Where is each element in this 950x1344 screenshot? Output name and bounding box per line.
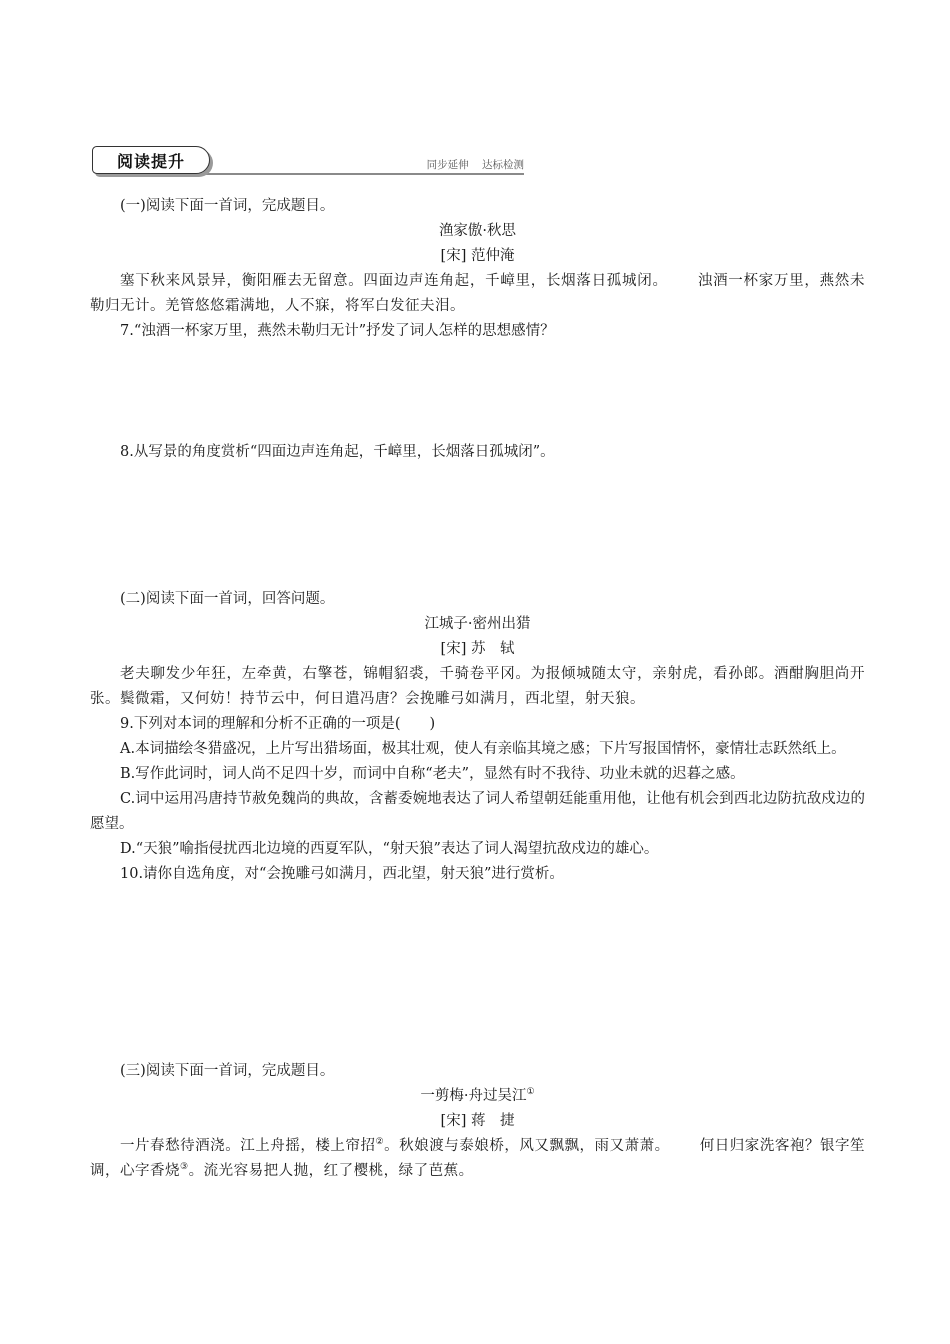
section-header	[92, 146, 524, 178]
answer-space-7	[90, 344, 865, 440]
footnote-marker-3: ③	[180, 1162, 189, 1173]
section3-poem-text	[90, 1134, 865, 1184]
poem-part-2: 浊酒一杯家万里，燕然未勒归无计。羌管悠悠霜满地，人不寐，将军白发征夫泪。	[90, 273, 865, 314]
poem-part-2a: 何日归家洗客袍？银字笙调，心字香烧	[90, 1138, 866, 1179]
header-subtitle: 同步延伸 达标检测	[426, 159, 524, 171]
poem-part-2b: 。流光容易把人抛，红了樱桃，绿了芭蕉。	[188, 1163, 474, 1179]
option-a: A.本词描绘冬猎盛况，上片写出猎场面，极其壮观，使人有亲临其境之感；下片写报国情怀，豪情壮志跃然纸上。	[120, 741, 846, 757]
section1-poem-author: [宋] 范仲淹	[440, 248, 515, 264]
question-8: 8.从写景的角度赏析“四面边声连角起，千嶂里，长烟落日孤城闭”。	[120, 444, 555, 460]
section1-intro: (一)阅读下面一首词，完成题目。	[120, 198, 335, 214]
section2-poem-author: [宋] 苏 轼	[440, 641, 515, 657]
section2-intro: (二)阅读下面一首词，回答问题。	[120, 591, 335, 607]
poem-part-1a: 一片春愁待酒浇。江上舟摇，楼上帘招	[120, 1138, 376, 1154]
header-rule	[204, 173, 524, 175]
poem-part-1b: 。秋娘渡与泰娘桥，风又飘飘，雨又萧萧。	[384, 1138, 670, 1154]
question-7: 7.“浊酒一杯家万里，燕然未勒归无计”抒发了词人怎样的思想感情？	[120, 323, 555, 339]
section2-poem-title: 江城子·密州出猎	[424, 616, 531, 632]
footnote-marker-2: ②	[375, 1137, 385, 1148]
option-b: B.写作此词时，词人尚不足四十岁，而词中自称“老夫”，显然有时不我待、功业未就的迟暮之感。	[120, 766, 745, 782]
poem-part-1: 塞下秋来风景异，衡阳雁去无留意。四面边声连角起，千嶂里，长烟落日孤城闭。	[120, 273, 668, 289]
section3-intro: (三)阅读下面一首词，完成题目。	[120, 1063, 335, 1079]
header-badge: 阅读提升	[92, 146, 210, 174]
question-9: 9.下列对本词的理解和分析不正确的一项是( )	[120, 716, 436, 732]
section3-poem-title-text: 一剪梅·舟过吴江	[420, 1088, 527, 1104]
footnote-marker-1: ①	[526, 1087, 535, 1098]
section1-poem-text	[90, 269, 865, 319]
section2-poem-text: 老夫聊发少年狂，左牵黄，右擎苍，锦帽貂裘，千骑卷平冈。为报倾城随太守，亲射虎，看孙郎。酒酣胸胆尚开张。鬓微霜，又何妨！持节云中，何日遣冯唐？会挽雕弓如满月，西北望，射天狼。	[90, 666, 865, 707]
section3-poem-author: [宋] 蒋 捷	[440, 1113, 515, 1129]
document-body	[90, 194, 865, 1184]
question-10: 10.请你自选角度，对“会挽雕弓如满月，西北望，射天狼”进行赏析。	[120, 866, 564, 882]
option-c: C.词中运用冯唐持节赦免魏尚的典故，含蓄委婉地表达了词人希望朝廷能重用他，让他有机会到西北边防抗敌戍边的愿望。	[90, 791, 865, 832]
answer-space-8	[90, 465, 865, 587]
answer-space-10	[90, 887, 865, 1059]
section3-poem-title	[90, 1084, 865, 1109]
option-d: D.“天狼”喻指侵扰西北边境的西夏军队，“射天狼”表达了词人渴望抗敌戍边的雄心。	[120, 841, 659, 857]
section1-poem-title: 渔家傲·秋思	[438, 223, 517, 239]
